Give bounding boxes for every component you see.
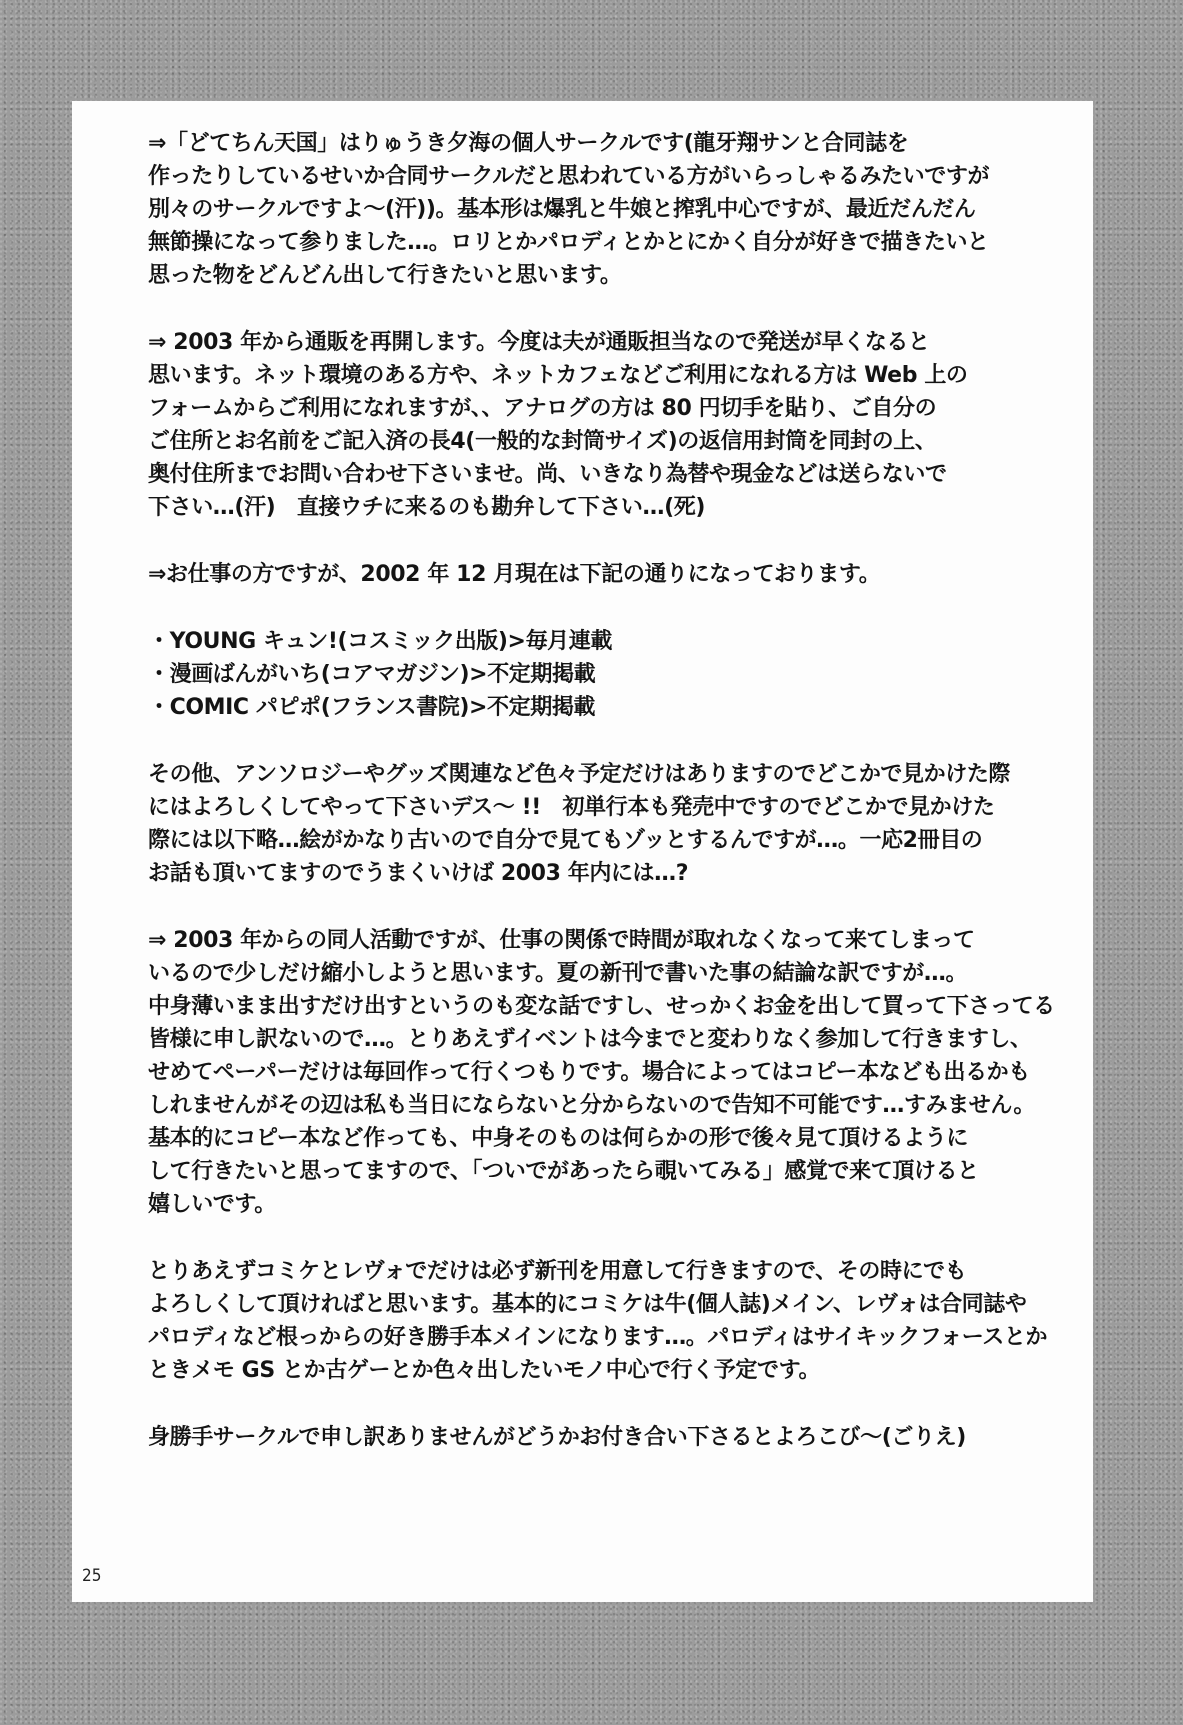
text-line: 基本的にコピー本など作っても、中身そのものは何らかの形で後々見て頂けるように [148,1126,968,1151]
text-line: とりあえずコミケとレヴォでだけは必ず新刊を用意して行きますので、その時にでも [148,1259,967,1284]
text-line: ⇒ 2003 年からの同人活動ですが、仕事の関係で時間が取れなくなって来てしまって [148,928,975,953]
paragraph-gap [148,591,1078,625]
paragraph-gap [148,1387,1078,1421]
text-line: 作ったりしているせいか合同サークルだと思われている方がいらっしゃるみたいですが [148,164,990,189]
text-line: しれませんがその辺は私も当日にならないと分からないので告知不可能です…すみません。 [148,1093,1035,1118]
paragraph-gap [148,890,1078,924]
text-line: 身勝手サークルで申し訳ありませんがどうかお付き合い下さるとよろこび～(ごりえ) [148,1425,966,1450]
text-line: 無節操になって参りました…。ロリとかパロディとかとにかく自分が好きで描きたいと [148,230,989,255]
paragraph-gap [148,724,1078,758]
text-line: 嬉しいです。 [148,1192,276,1217]
paragraph-work-status [148,558,1078,591]
text-line: 奥付住所までお問い合わせ下さいませ。尚、いきなり為替や現金などは送らないで [148,462,947,487]
printed-page [72,101,1093,1602]
paragraph-circle-intro [148,127,1078,292]
text-line: 皆様に申し訳ないので…。とりあえずイベントは今までと変わりなく参加して行きますし、 [148,1027,1032,1052]
text-line: 際には以下略…絵がかなり古いので自分で見てもゾッとするんですが…。一応2冊目の [148,828,983,853]
text-line: その他、アンソロジーやグッズ関連など色々予定だけはありますのでどこかで見かけた際 [148,762,1011,787]
text-line: いるので少しだけ縮小しようと思います。夏の新刊で書いた事の結論な訳ですが…。 [148,961,968,986]
text-line: にはよろしくしてやって下さいデス～ !! 初単行本も発売中ですのでどこかで見かけた [148,795,995,820]
text-line: よろしくして頂ければと思います。基本的にコミケは牛(個人誌)メイン、レヴォは合同誌や [148,1292,1027,1317]
text-line: パロディなど根っからの好き勝手本メインになります…。パロディはサイキックフォースとか [148,1325,1048,1350]
paragraph-events [148,1255,1078,1387]
paragraph-gap [148,524,1078,558]
paragraph-gap [148,292,1078,326]
text-line: ⇒お仕事の方ですが、2002 年 12 月現在は下記の通りになっております。 [148,562,881,587]
paragraph-other-projects [148,758,1078,890]
paragraph-closing [148,1421,1078,1454]
paragraph-mail-order [148,326,1078,524]
text-line: 中身薄いまま出すだけ出すというのも変な話ですし、せっかくお金を出して買って下さってる [148,994,1055,1019]
text-line: 別々のサークルですよ～(汗))。基本形は爆乳と牛娘と搾乳中心ですが、最近だんだん [148,197,976,222]
paragraph-doujin-activity [148,924,1078,1221]
list-item: ・漫画ばんがいち(コアマガジン)>不定期掲載 [148,662,596,687]
text-line: 下さい…(汗) 直接ウチに来るのも勘弁して下さい…(死) [148,495,706,520]
page-text [148,127,1078,1454]
text-line: ときメモ GS とか古ゲーとか色々出したいモノ中心で行く予定です。 [148,1358,821,1383]
text-line: フォームからご利用になれますが、、アナログの方は 80 円切手を貼り、ご自分の [148,396,937,421]
text-line: ⇒「どてちん天国」はりゅうき夕海の個人サークルです(龍牙翔サンと合同誌を [148,131,909,156]
text-line: ご住所とお名前をご記入済の長4(一般的な封筒サイズ)の返信用封筒を同封の上、 [148,429,937,454]
text-line: お話も頂いてますのでうまくいけば 2003 年内には…? [148,861,689,886]
list-item: ・YOUNG キュン!(コスミック出版)>毎月連載 [148,629,612,654]
text-line: 思った物をどんどん出して行きたいと思います。 [148,263,622,288]
text-line: 思います。ネット環境のある方や、ネットカフェなどご利用になれる方は Web 上の [148,363,968,388]
text-line: せめてペーパーだけは毎回作って行くつもりです。場合によってはコピー本なども出るかも [148,1060,1030,1085]
paragraph-gap [148,1221,1078,1255]
text-line: ⇒ 2003 年から通販を再開します。今度は夫が通販担当なので発送が早くなると [148,330,930,355]
text-line: して行きたいと思ってますので、「ついでがあったら覗いてみる」感覚で来て頂けると [148,1159,979,1184]
list-item: ・COMIC パピポ(フランス書院)>不定期掲載 [148,695,596,720]
page-number: 25 [82,1566,102,1586]
paragraph-publication-list [148,625,1078,724]
